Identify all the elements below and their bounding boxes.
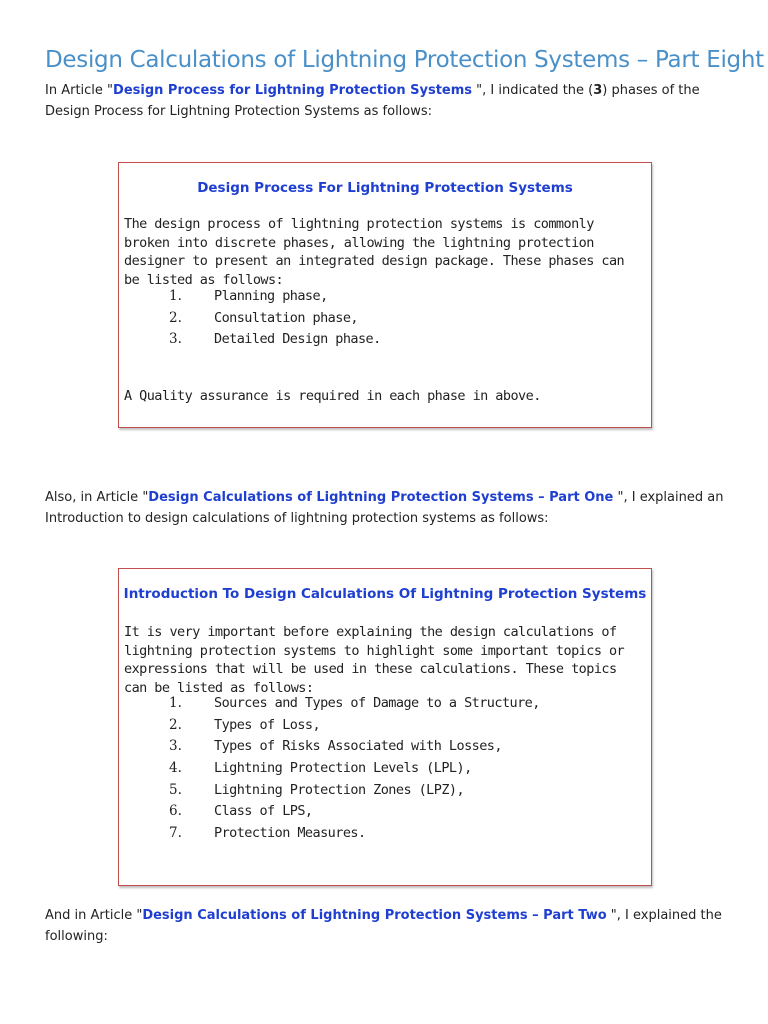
design-process-box [118, 162, 652, 428]
list-item-text: Protection Measures. [214, 825, 366, 842]
part-two-suffix: ", I explained the following: [45, 908, 722, 944]
part-one-suffix: ", I explained an Introduction to design calculations of lightning protection systems as follows: [45, 490, 724, 526]
list-item-text: Class of LPS, [214, 803, 313, 820]
part-two-paragraph [45, 905, 735, 947]
list-item-number: 1. [169, 288, 182, 304]
list-item-number: 3. [169, 331, 182, 348]
design-process-box-title: Design Process For Lightning Protection Systems [197, 180, 573, 196]
list-item-text: Types of Loss, [214, 716, 321, 733]
list-item [119, 823, 651, 845]
link-design-process[interactable]: Design Process for Lightning Protection Systems [113, 83, 473, 98]
list-item [119, 736, 651, 758]
design-process-phase-list [119, 286, 651, 351]
introduction-topic-list [119, 693, 651, 845]
list-item-text: Detailed Design phase. [214, 331, 381, 348]
list-item [119, 329, 651, 351]
list-item-text: Planning phase, [214, 288, 328, 304]
design-process-box-body: The design process of lightning protection systems is commonly broken into discrete phases, allowing the lightning protection designer to present an integrated design package. These phases can be listed as follows: [124, 216, 625, 288]
list-item-number: 2. [169, 309, 182, 326]
list-item [119, 308, 651, 330]
introduction-box [118, 568, 652, 886]
list-item-number: 6. [169, 803, 182, 820]
part-one-paragraph [45, 487, 735, 529]
list-item-text: Sources and Types of Damage to a Structure, [214, 695, 540, 711]
list-item-text: Consultation phase, [214, 309, 358, 326]
list-item-number: 2. [169, 716, 182, 733]
design-process-box-footer: A Quality assurance is required in each phase in above. [124, 388, 541, 404]
introduction-box-body: It is very important before explaining the design calculations of lightning protection systems to highlight some important topics or expressions that will be used in these calculations. These topics can be listed as follows: [124, 624, 625, 696]
list-item [119, 780, 651, 802]
list-item [119, 715, 651, 737]
list-item-text: Lightning Protection Levels (LPL), [214, 760, 472, 777]
list-item-text: Types of Risks Associated with Losses, [214, 738, 502, 755]
list-item [119, 693, 651, 715]
link-part-one[interactable]: Design Calculations of Lightning Protection Systems – Part One [148, 490, 614, 505]
list-item-text: Lightning Protection Zones (LPZ), [214, 781, 465, 798]
page-title: Design Calculations of Lightning Protection Systems – Part Eight [45, 47, 764, 73]
intro-mid: ", I indicated the ( [476, 83, 594, 98]
introduction-box-title: Introduction To Design Calculations Of Lightning Protection Systems [123, 586, 647, 602]
list-item [119, 801, 651, 823]
part-one-prefix: Also, in Article " [45, 490, 149, 505]
list-item [119, 758, 651, 780]
list-item-number: 7. [169, 825, 182, 842]
link-part-two[interactable]: Design Calculations of Lightning Protection Systems – Part Two [142, 908, 607, 923]
list-item-number: 1. [169, 695, 182, 711]
intro-count: 3 [593, 83, 603, 98]
intro-paragraph [45, 80, 735, 122]
intro-suffix: ) phases of the Design Process for Lightning Protection Systems as follows: [45, 83, 700, 119]
part-two-prefix: And in Article " [45, 908, 143, 923]
intro-prefix: In Article " [45, 83, 114, 98]
list-item-number: 3. [169, 738, 182, 755]
list-item [119, 286, 651, 308]
list-item-number: 4. [169, 760, 182, 777]
list-item-number: 5. [169, 781, 182, 798]
